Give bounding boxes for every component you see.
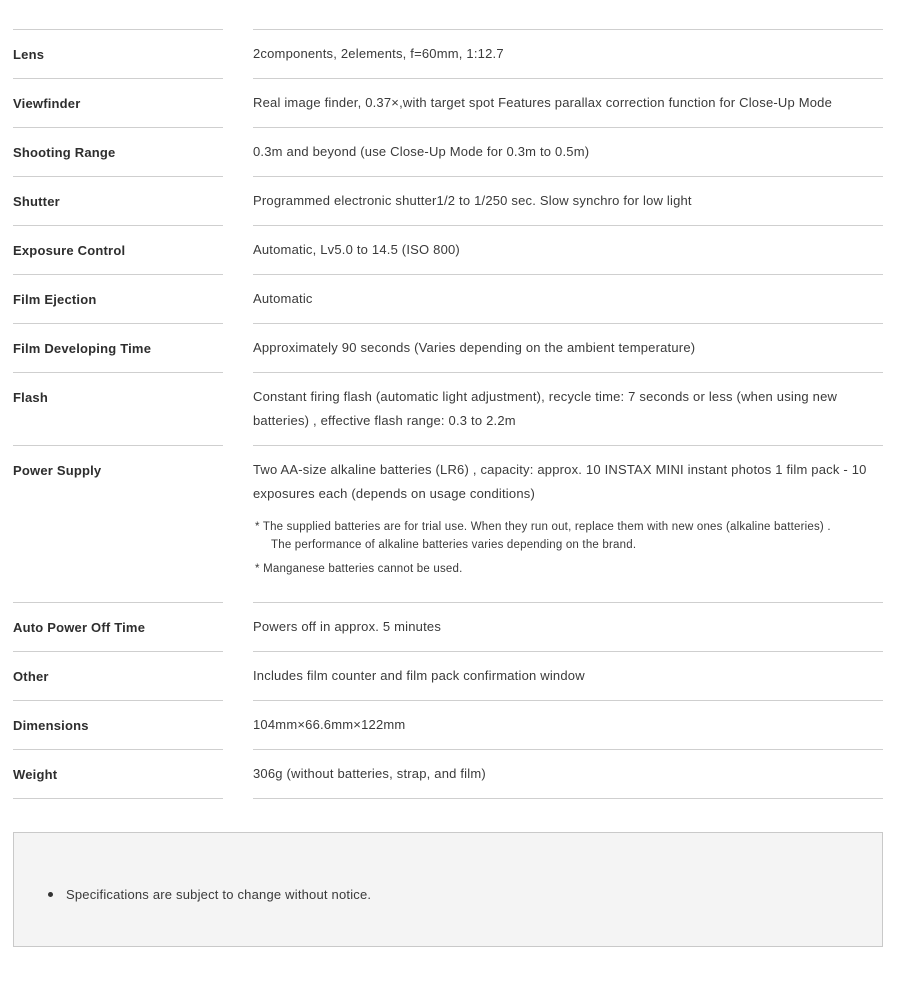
spec-row-shooting-range bbox=[13, 127, 883, 176]
spec-value-text: Two AA-size alkaline batteries (LR6) , capacity: approx. 10 INSTAX MINI instant photos 1 film pack - 10 exposures each (depends on usage conditions) bbox=[253, 462, 867, 501]
spec-row-flash bbox=[13, 372, 883, 445]
spec-label: Power Supply bbox=[13, 445, 223, 602]
spec-row-power-supply bbox=[13, 445, 883, 602]
spec-label: Dimensions bbox=[13, 700, 223, 749]
spec-value: Automatic, Lv5.0 to 14.5 (ISO 800) bbox=[253, 225, 883, 274]
spec-row-dimensions bbox=[13, 700, 883, 749]
spec-label: Film Ejection bbox=[13, 274, 223, 323]
spec-value: 104mm×66.6mm×122mm bbox=[253, 700, 883, 749]
notice-text: Specifications are subject to change without notice. bbox=[66, 887, 372, 902]
spec-row-weight bbox=[13, 749, 883, 799]
spec-row-other bbox=[13, 651, 883, 700]
spec-value: 306g (without batteries, strap, and film) bbox=[253, 749, 883, 799]
spec-value: Real image finder, 0.37×,with target spot Features parallax correction function for Close-Up Mode bbox=[253, 78, 883, 127]
spec-value: Constant firing flash (automatic light adjustment), recycle time: 7 seconds or less (when using new batteries) , effective flash range: 0.3 to 2.2m bbox=[253, 372, 883, 445]
note-line: * Manganese batteries cannot be used. bbox=[255, 563, 463, 575]
spec-label: Film Developing Time bbox=[13, 323, 223, 372]
spec-label: Flash bbox=[13, 372, 223, 445]
notice-item bbox=[44, 887, 371, 902]
power-supply-notes bbox=[255, 518, 883, 578]
spec-value: Approximately 90 seconds (Varies depending on the ambient temperature) bbox=[253, 323, 883, 372]
spec-value: Includes film counter and film pack confirmation window bbox=[253, 651, 883, 700]
spec-label: Exposure Control bbox=[13, 225, 223, 274]
note-line: The performance of alkaline batteries varies depending on the brand. bbox=[271, 539, 637, 551]
spec-row-viewfinder bbox=[13, 78, 883, 127]
note-line: * The supplied batteries are for trial use. When they run out, replace them with new ones (alkaline batteries) . bbox=[255, 521, 831, 533]
spec-value: Powers off in approx. 5 minutes bbox=[253, 602, 883, 651]
bullet-icon bbox=[48, 892, 53, 897]
spec-value: Programmed electronic shutter1/2 to 1/250 sec. Slow synchro for low light bbox=[253, 176, 883, 225]
spec-row-lens bbox=[13, 29, 883, 78]
notice-box bbox=[13, 832, 883, 947]
notice-list bbox=[44, 887, 371, 902]
note-item bbox=[255, 560, 883, 578]
spec-label: Other bbox=[13, 651, 223, 700]
spec-table bbox=[13, 29, 883, 799]
spec-row-film-ejection bbox=[13, 274, 883, 323]
spec-label: Shooting Range bbox=[13, 127, 223, 176]
spec-label: Shutter bbox=[13, 176, 223, 225]
spec-label: Auto Power Off Time bbox=[13, 602, 223, 651]
spec-label: Viewfinder bbox=[13, 78, 223, 127]
spec-value: 0.3m and beyond (use Close-Up Mode for 0.3m to 0.5m) bbox=[253, 127, 883, 176]
note-item bbox=[255, 518, 883, 554]
spec-value: Automatic bbox=[253, 274, 883, 323]
spec-value-power-supply bbox=[253, 445, 883, 602]
spec-row-film-developing-time bbox=[13, 323, 883, 372]
spec-row-auto-power-off bbox=[13, 602, 883, 651]
spec-row-exposure-control bbox=[13, 225, 883, 274]
spec-label: Lens bbox=[13, 29, 223, 78]
spec-row-shutter bbox=[13, 176, 883, 225]
spec-label: Weight bbox=[13, 749, 223, 799]
spec-value: 2components, 2elements, f=60mm, 1:12.7 bbox=[253, 29, 883, 78]
